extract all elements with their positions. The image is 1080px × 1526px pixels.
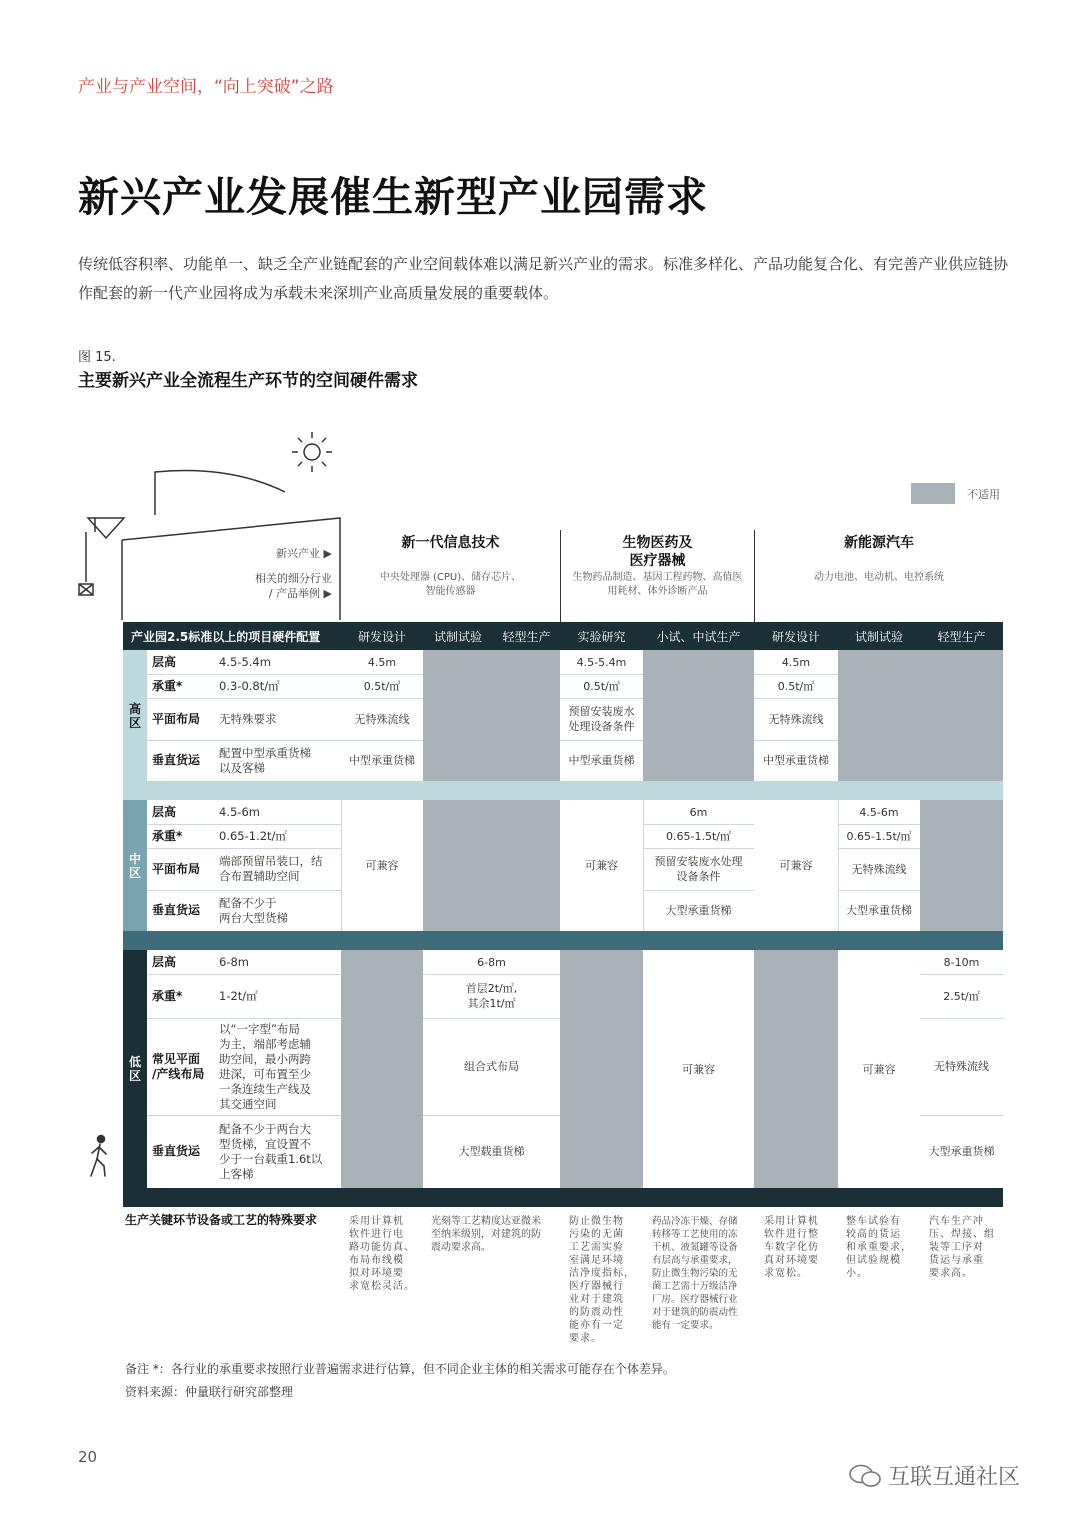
- industry-bio-sub: 生物药品制造、基因工程药物、高值医 用耗材、体外诊断产品: [572, 572, 743, 597]
- industry-label: 新兴产业 ▶: [276, 547, 332, 560]
- na-block: [838, 650, 1003, 781]
- na-block: [560, 950, 643, 1188]
- cell: 可兼容: [585, 859, 618, 872]
- row-value: 配备不少于 两台大型货梯: [219, 895, 288, 925]
- zone-separator: [123, 781, 1003, 800]
- header-col: 试制试验: [854, 629, 903, 644]
- row-label: 承重*: [152, 678, 183, 693]
- na-block: [754, 950, 838, 1188]
- row-value: 4.5-6m: [219, 804, 260, 819]
- special-note: 整车试验有 较高的货运 和承重要求， 但试验规模 小。: [846, 1216, 912, 1279]
- zone-high-label: 高 区: [123, 650, 147, 781]
- cell: 0.5t/㎡: [777, 679, 815, 693]
- row-value: 配置中型承重货梯 以及客梯: [219, 745, 311, 775]
- cell: 可兼容: [862, 1062, 896, 1076]
- cell: 4.5-5.4m: [576, 655, 627, 669]
- cell: 无特殊流线: [768, 712, 824, 726]
- cell: 0.5t/㎡: [363, 679, 401, 693]
- footnote: 备注 *：各行业的承重要求按照行业普遍需求进行估算，但不同企业主体的相关需求可能存在个体差异。: [125, 1362, 675, 1376]
- header-col: 实验研究: [577, 629, 626, 644]
- brand-watermark: [848, 1460, 1020, 1491]
- cell: 大型承重货梯: [846, 904, 912, 917]
- source: 资料来源：仲量联行研究部整理: [125, 1385, 294, 1399]
- row-value: 4.5-5.4m: [219, 654, 271, 669]
- cell: 4.5-6m: [859, 805, 899, 819]
- divider: [754, 530, 755, 622]
- row-value: 端部预留吊装口，结 合布置辅助空间: [219, 854, 323, 883]
- industry-bio-title: 生物医药及 医疗器械: [622, 535, 693, 569]
- header-col: 小试、中试生产: [656, 629, 741, 644]
- cell: 2.5t/㎡: [943, 989, 980, 1003]
- row-label: 垂直货运: [152, 1144, 201, 1158]
- industry-ev-sub: 动力电池、电动机、电控系统: [814, 572, 944, 583]
- row-value: 无特殊要求: [219, 711, 277, 726]
- cell: 中型承重货梯: [763, 754, 829, 767]
- walking-person-icon: [84, 1133, 116, 1179]
- row-value: 配备不少于两台大 型货梯，宜设置不 少于一台载重1.6t以 上客梯: [219, 1121, 323, 1181]
- industry-it-title: 新一代信息技术: [401, 535, 500, 551]
- cell: 大型载重货梯: [458, 1145, 525, 1158]
- row-label: 垂直货运: [152, 753, 201, 767]
- cell: 中型承重货梯: [568, 754, 635, 767]
- na-block: [423, 800, 560, 931]
- divider: [560, 530, 561, 622]
- cell: 无特殊流线: [934, 1060, 989, 1073]
- cell: 中型承重货梯: [349, 754, 415, 767]
- industry-it-sub: 中央处理器 (CPU)、储存芯片、 智能传感器: [379, 572, 522, 597]
- brand-name: 互联互通社区: [888, 1465, 1021, 1490]
- page-title: 新兴产业发展催生新型产业园需求: [78, 173, 708, 221]
- page-number: 20: [78, 1448, 98, 1466]
- sun-icon: [292, 432, 332, 472]
- row-label: 平面布局: [152, 711, 201, 726]
- zone-separator: [123, 931, 1003, 950]
- cell: 6-8m: [477, 955, 506, 969]
- cell: 可兼容: [682, 1062, 715, 1076]
- cell: 可兼容: [779, 859, 813, 872]
- na-block: [920, 800, 1003, 931]
- legend-na-label: 不适用: [967, 488, 1000, 501]
- row-value: 1-2t/㎡: [219, 988, 258, 1003]
- row-label: 承重*: [152, 988, 183, 1003]
- cell: 无特殊流线: [851, 862, 907, 876]
- cell: 4.5m: [367, 655, 397, 669]
- wechat-icon: [848, 1463, 882, 1489]
- special-note: 光刻等工艺精度达亚微米 至纳米级别，对建筑的防 震动要求高。: [431, 1216, 541, 1253]
- header-col: 轻型生产: [502, 629, 551, 644]
- header-col: 轻型生产: [937, 629, 986, 644]
- cell: 可兼容: [365, 859, 399, 872]
- row-label: 层高: [152, 804, 177, 819]
- row-label: 层高: [152, 654, 177, 669]
- na-block: [423, 650, 560, 781]
- cell: 8-10m: [943, 955, 980, 969]
- zone-mid-label: 中 区: [123, 800, 147, 931]
- figure-title: 主要新兴产业全流程生产环节的空间硬件需求: [78, 371, 418, 391]
- breadcrumb: 产业与产业空间，“向上突破”之路: [78, 77, 334, 97]
- header-col: 研发设计: [357, 629, 406, 644]
- subsector-label: 相关的细分行业 / 产品举例 ▶: [255, 572, 332, 600]
- legend-na-swatch: [911, 483, 955, 504]
- cell: 6m: [689, 805, 708, 819]
- row-value: 6-8m: [219, 954, 249, 969]
- cell: 预留安装废水 处理设备条件: [568, 705, 635, 733]
- zone-low-label: 低 区: [123, 950, 147, 1188]
- na-block: [643, 650, 754, 781]
- cell: 首层2t/㎡, 其余1t/㎡: [465, 982, 518, 1010]
- na-block: [341, 950, 423, 1188]
- table-bottom-band: [123, 1188, 1003, 1207]
- cell: 预留安装废水处理 设备条件: [654, 855, 743, 883]
- header-col: 研发设计: [771, 629, 820, 644]
- row-label: 垂直货运: [152, 903, 201, 917]
- cell: 4.5m: [781, 655, 811, 669]
- cell: 组合式布局: [464, 1060, 519, 1073]
- special-note: 防止微生物 污染的无菌 工艺需实验 室满足环境 洁净度指标， 医疗器械行 业对于建筑 的防震动性 能亦有一定 要求。: [569, 1216, 635, 1344]
- special-note: 药品冷冻干燥、存储 转移等工艺使用的冻 干机、液氮罐等设备 有层高与承重要求， 防止微生物污染的无 菌工艺需十万级洁净 厂房。医疗器械行业 对于建筑的防震动性 能有一定要求。: [652, 1216, 738, 1331]
- header-config: 产业园2.5标准以上的项目硬件配置: [131, 629, 321, 644]
- cell: 大型承重货梯: [665, 904, 732, 917]
- figure-number: 图 15.: [78, 350, 116, 365]
- cell: 无特殊流线: [354, 712, 410, 726]
- cell: 大型承重货梯: [928, 1145, 995, 1158]
- header-col: 试制试验: [433, 629, 482, 644]
- row-label: 承重*: [152, 828, 183, 843]
- cell: 0.65-1.5t/㎡: [846, 829, 912, 843]
- special-note: 采用计算机 软件进行整 车数字化仿 真对环境要 求宽松。: [764, 1216, 819, 1279]
- row-value: 0.65-1.2t/㎡: [219, 828, 287, 843]
- special-note: 采用计算机 软件进行电 路功能仿真、 布局布线模 拟对环境要 求宽松灵活。: [349, 1216, 415, 1292]
- row-label: 平面布局: [152, 861, 201, 876]
- row-value: 0.3-0.8t/㎡: [219, 678, 280, 693]
- intro-paragraph: 传统低容积率、功能单一、缺乏全产业链配套的产业空间载体难以满足新兴产业的需求。标准多样化、产品功能复合化、有完善产业供应链协作配套的新一代产业园将成为承载未来深圳产业高质量发展的重要载体。: [78, 255, 1009, 302]
- cell: 0.65-1.5t/㎡: [666, 829, 731, 843]
- row-label: 层高: [152, 954, 177, 969]
- cell: 0.5t/㎡: [583, 679, 620, 693]
- industry-ev-title: 新能源汽车: [844, 535, 914, 551]
- row-label: 常见平面 /产线布局: [152, 1051, 205, 1081]
- crane-icon: [79, 518, 124, 595]
- special-label: 生产关键环节设备或工艺的特殊要求: [125, 1213, 318, 1227]
- row-value: 以“一字型”布局 为主，端部考虑辅 助空间，最小两跨 进深，可布置至少 一条连续生产线及 其交通空间: [219, 1021, 311, 1111]
- special-note: 汽车生产冲 压、焊接、组 装等工序对 货运与承重 要求高。: [929, 1216, 995, 1279]
